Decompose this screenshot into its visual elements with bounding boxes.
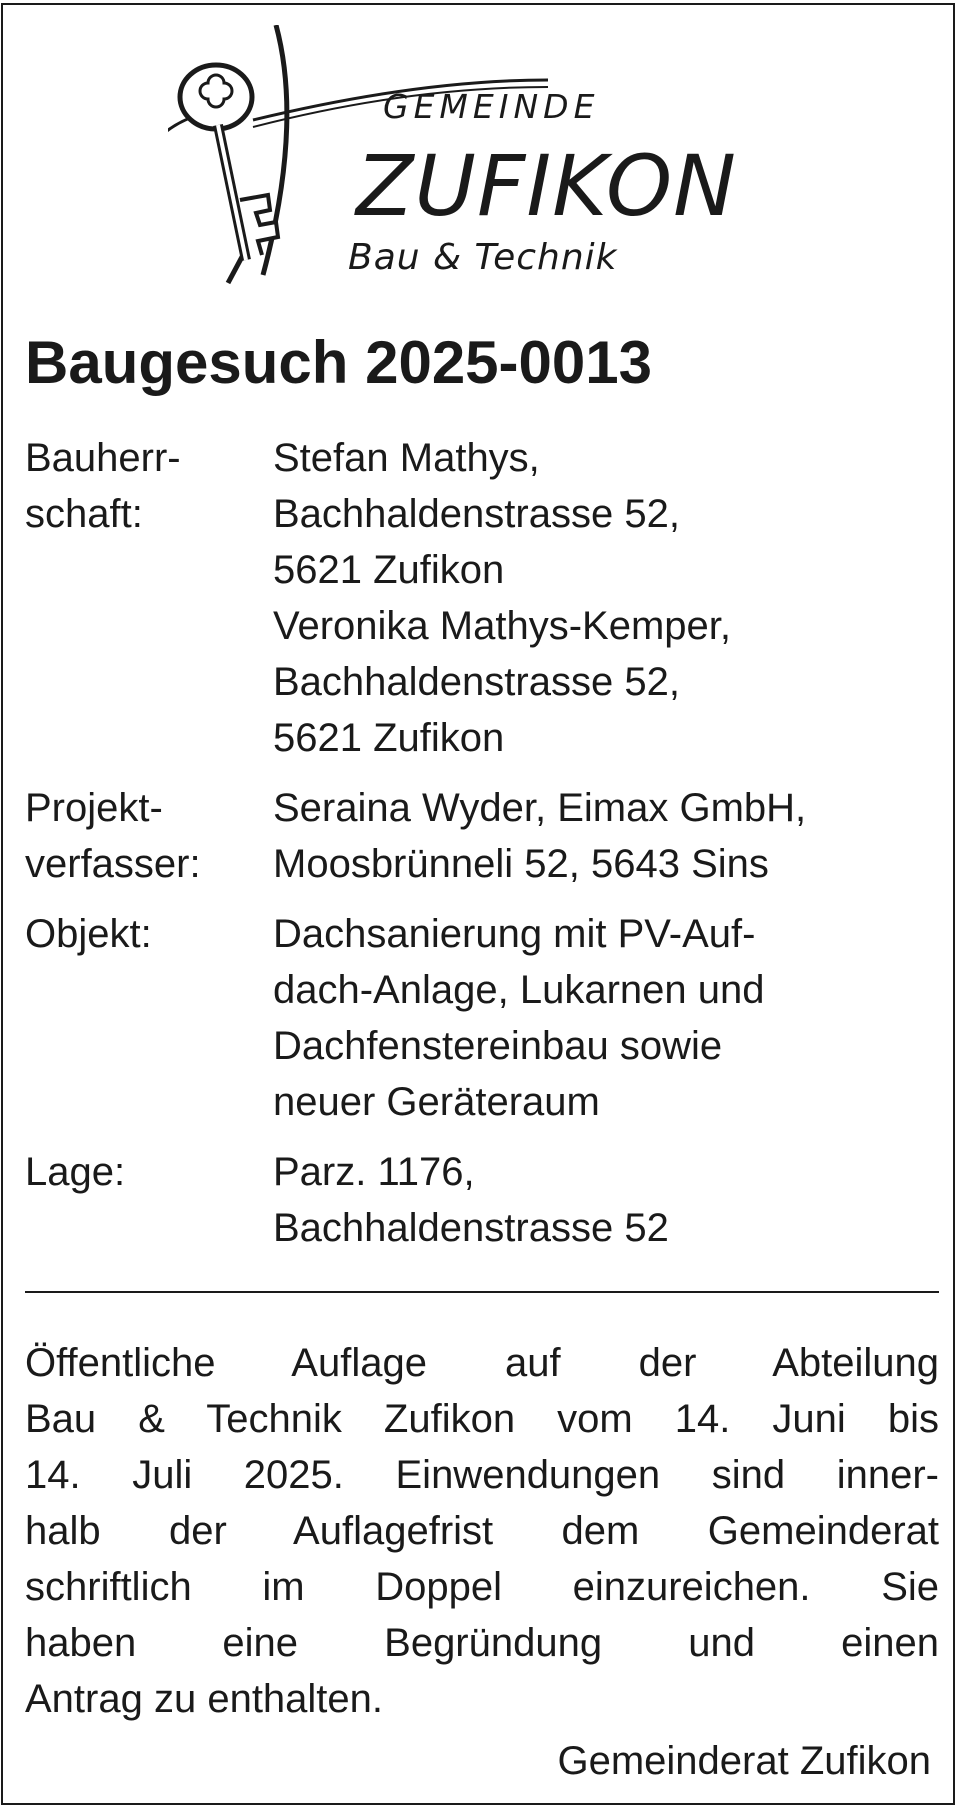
municipality-logo (168, 25, 808, 335)
detail-row-lage (25, 1144, 945, 1256)
section-divider (25, 1291, 939, 1293)
application-details (25, 430, 945, 1270)
value-line: Seraina Wyder, Eimax GmbH, (273, 786, 807, 830)
detail-label (25, 906, 273, 1130)
notice-line: haben eine Begründung und einen (25, 1621, 939, 1665)
detail-value (273, 780, 945, 892)
value-line: 5621 Zufikon (273, 716, 505, 760)
value-line: Stefan Mathys, (273, 436, 540, 480)
value-line: Bachhaldenstrasse 52, (273, 492, 680, 536)
public-notice-text (25, 1335, 939, 1727)
notice-line: Antrag zu enthalten. (25, 1677, 384, 1721)
value-line: neuer Geräteraum (273, 1080, 600, 1124)
detail-label (25, 430, 273, 766)
notice-line: Bau & Technik Zufikon vom 14. Juni bis (25, 1397, 939, 1441)
label-line: Projekt- (25, 786, 163, 830)
value-line: Moosbrünneli 52, 5643 Sins (273, 842, 769, 886)
signature: Gemeinderat Zufikon (557, 1739, 931, 1783)
detail-value (273, 906, 945, 1130)
label-line: Objekt: (25, 912, 152, 956)
detail-row-objekt (25, 906, 945, 1130)
value-line: Veronika Mathys-Kemper, (273, 604, 731, 648)
logo-department: Bau & Technik (348, 237, 618, 278)
value-line: 5621 Zufikon (273, 548, 505, 592)
label-line: Bauherr- (25, 436, 181, 480)
notice-line: halb der Auflagefrist dem Gemeinderat (25, 1509, 939, 1553)
detail-label (25, 780, 273, 892)
value-line: Dachsanierung mit PV-Auf- (273, 912, 756, 956)
page-title: Baugesuch 2025-0013 (25, 329, 653, 396)
label-line: Lage: (25, 1150, 126, 1194)
label-line: schaft: (25, 492, 143, 536)
logo-municipality-name: ZUFIKON (356, 137, 737, 235)
detail-value (273, 430, 945, 766)
detail-label (25, 1144, 273, 1256)
value-line: Parz. 1176, (273, 1150, 475, 1194)
value-line: dach-Anlage, Lukarnen und (273, 968, 765, 1012)
notice-line: 14. Juli 2025. Einwendungen sind inner- (25, 1453, 939, 1497)
notice-line: schriftlich im Doppel einzureichen. Sie (25, 1565, 939, 1609)
notice-frame (1, 3, 955, 1805)
detail-row-bauherrschaft (25, 430, 945, 766)
value-line: Bachhaldenstrasse 52, (273, 660, 680, 704)
logo-label-gemeinde: GEMEINDE (383, 87, 600, 126)
label-line: verfasser: (25, 842, 201, 886)
value-line: Dachfenstereinbau sowie (273, 1024, 723, 1068)
detail-row-projektverfasser (25, 780, 945, 892)
value-line: Bachhaldenstrasse 52 (273, 1206, 669, 1250)
detail-value (273, 1144, 945, 1256)
notice-line: Öffentliche Auflage auf der Abteilung (25, 1341, 939, 1385)
